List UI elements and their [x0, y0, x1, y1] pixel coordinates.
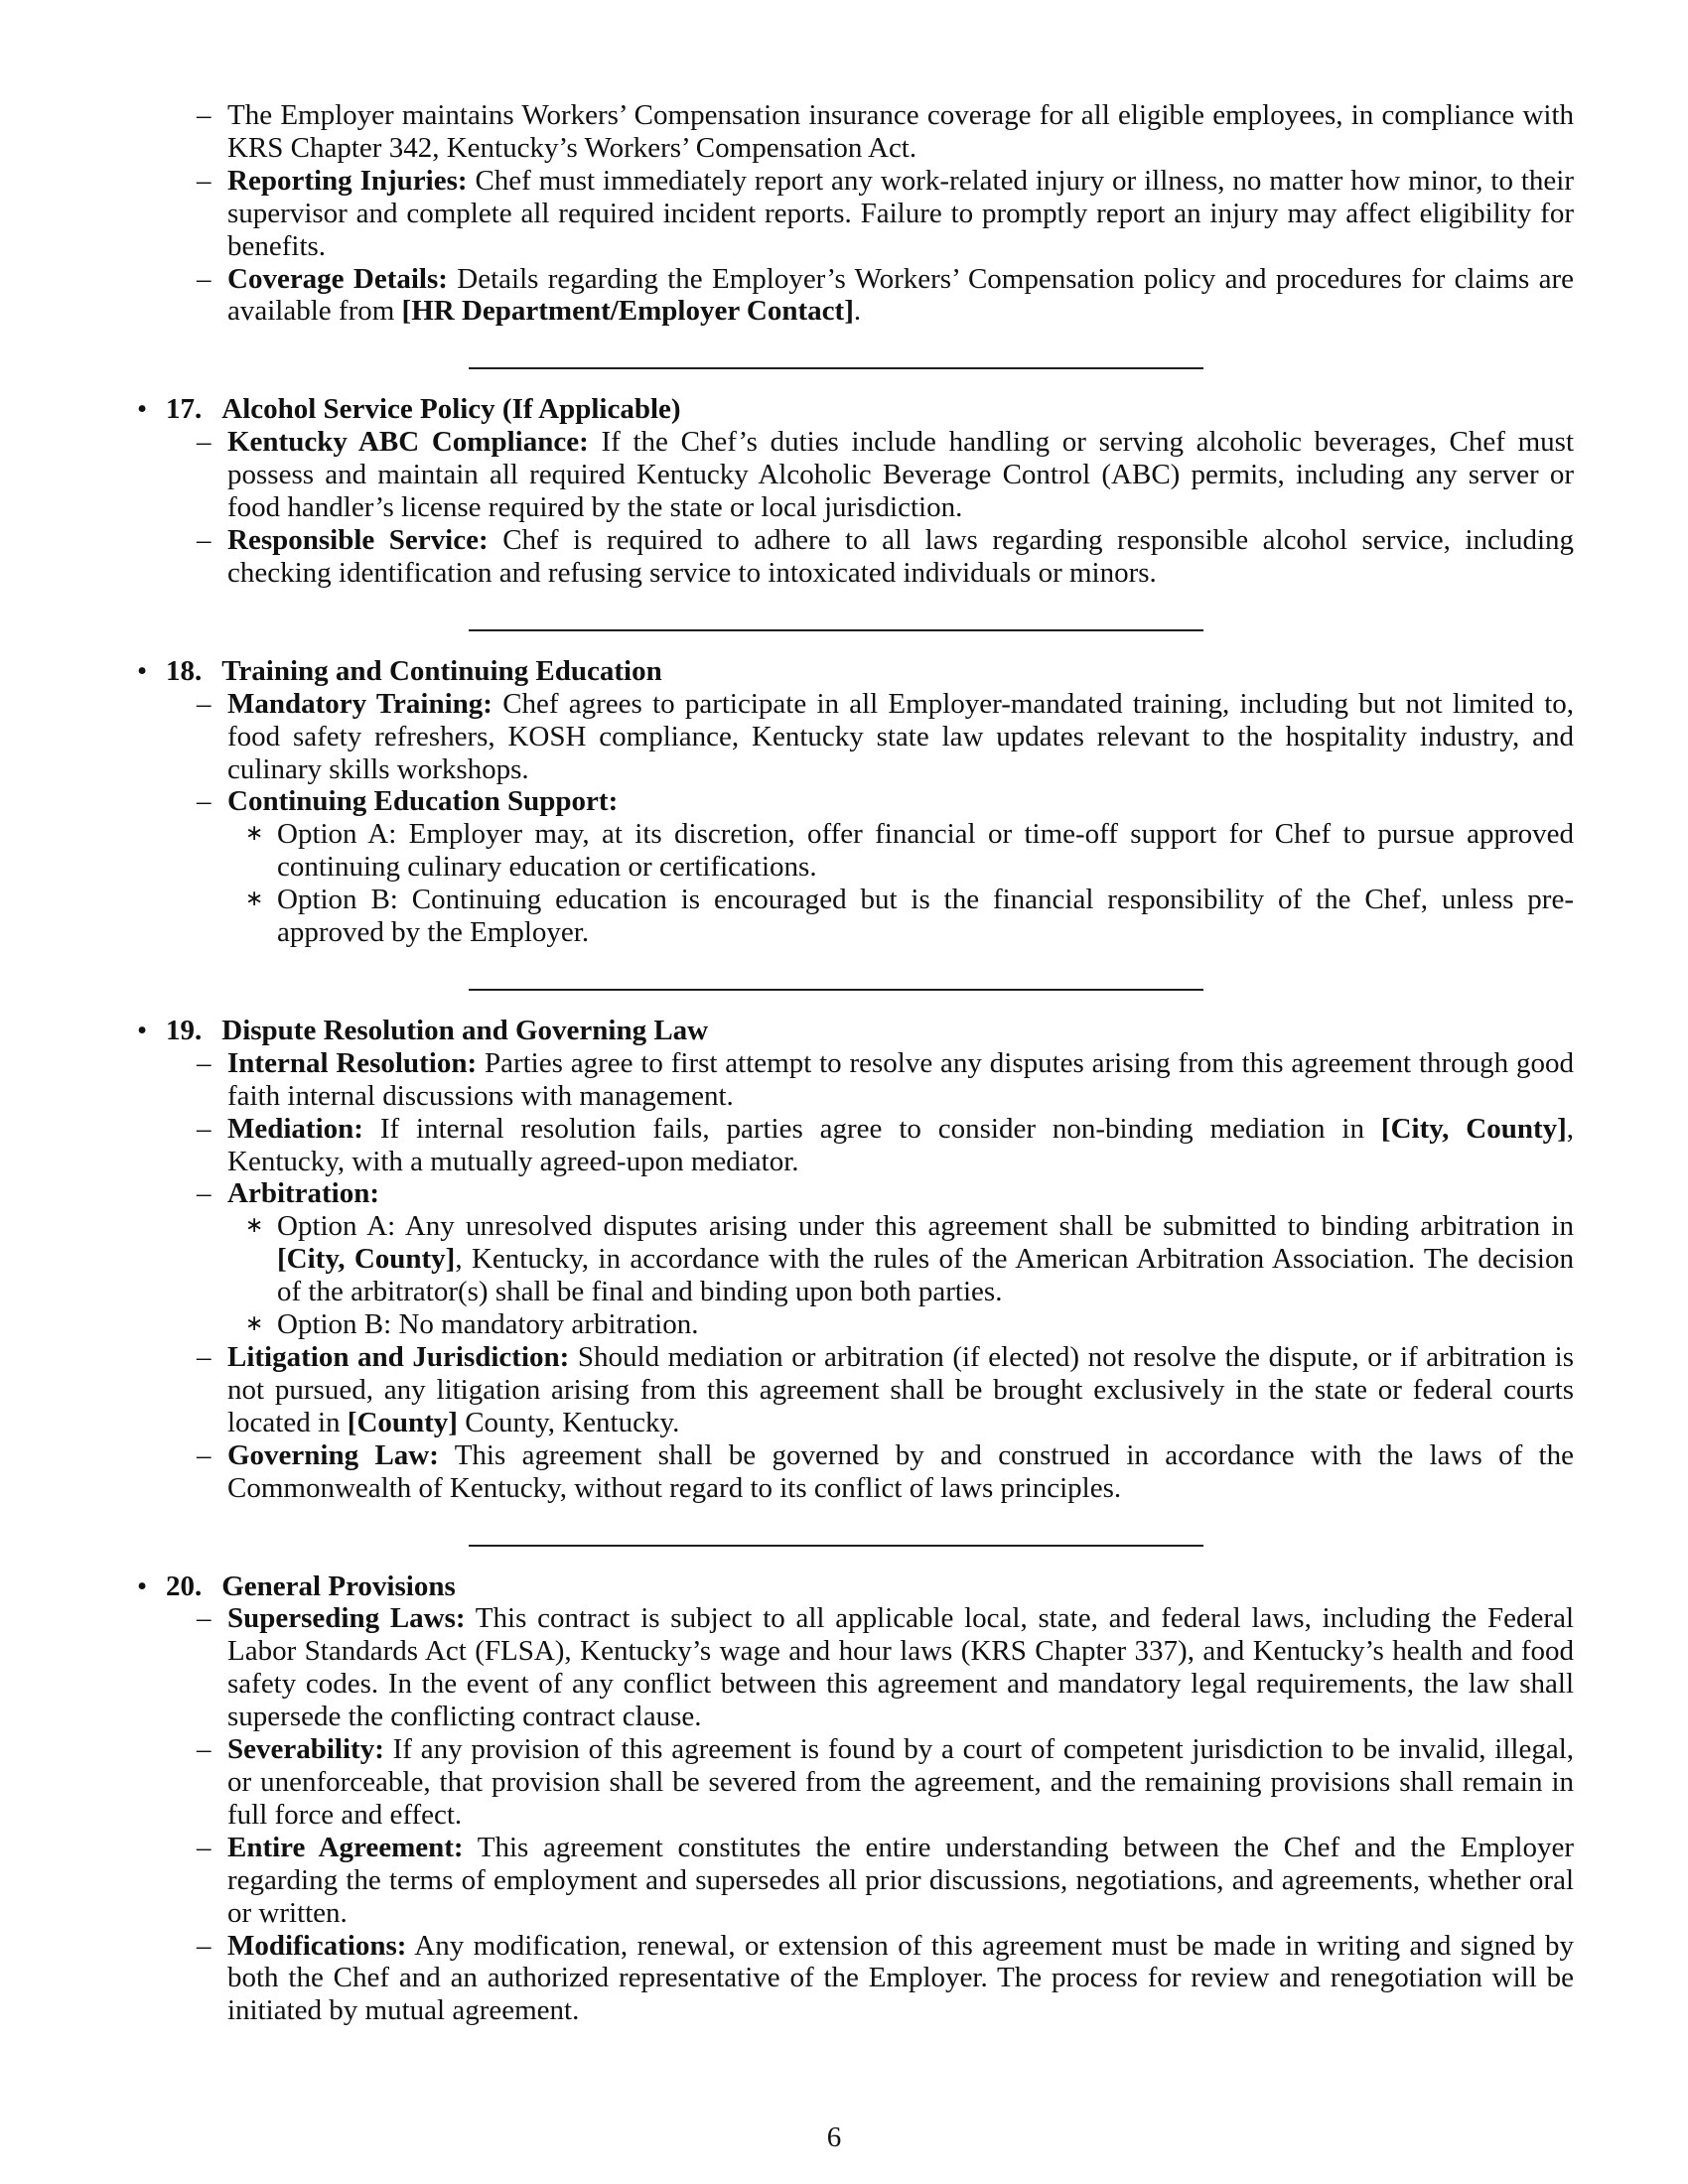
option-text: Option A: Any unresolved disputes arising under this agreement shall be submitted to binding arbitration in: [277, 1210, 1574, 1243]
item-label: Responsible Service:: [227, 523, 489, 556]
dash-marker: –: [197, 1831, 211, 1863]
document-page: [0, 99, 1688, 2027]
section-number: 17.: [166, 393, 203, 426]
option-item: [245, 818, 1574, 884]
bullet-marker: •: [137, 654, 148, 687]
list-item-workers-comp-coverage: [197, 99, 1574, 165]
list-item-internal-resolution: [197, 1046, 1574, 1113]
bullet-marker: •: [137, 1014, 148, 1046]
placeholder-field: [City, County]: [1380, 1112, 1567, 1145]
asterisk-marker: ∗: [245, 887, 264, 912]
section-number: 18.: [166, 654, 203, 687]
item-text: Chef agrees to participate in all Employer-mandated training, including but not limited to, food safety refreshers, KOSH compliance, Kentucky state law updates relevant to the hospitality industry, and culinary skills workshops.: [227, 687, 1575, 785]
dash-marker: –: [197, 1602, 211, 1635]
item-text: If internal resolution fails, parties agree to consider non-binding mediation in: [379, 1112, 1364, 1145]
item-label: Kentucky ABC Compliance:: [227, 426, 589, 459]
dash-marker: –: [197, 426, 211, 459]
option-item: [245, 1210, 1574, 1308]
dash-marker: –: [197, 99, 211, 131]
section-heading: [137, 1014, 1574, 1047]
item-text: Chef must immediately report any work-related injury or illness, no matter how minor, to their supervisor and complete all required incident reports. Failure to promptly report an injury may affect eligibility for benefits.: [227, 164, 1575, 262]
list-item-kentucky-abc-compliance: [197, 426, 1574, 524]
section-title: Dispute Resolution and Governing Law: [221, 1014, 709, 1046]
option-list: [227, 818, 1574, 949]
dash-marker: –: [197, 687, 211, 720]
option-item: [245, 1308, 1574, 1341]
item-label: Coverage Details:: [227, 262, 448, 295]
asterisk-marker: ∗: [245, 1311, 264, 1337]
option-text: Option B: No mandatory arbitration.: [277, 1308, 699, 1341]
item-label: Litigation and Jurisdiction:: [227, 1341, 570, 1373]
section-divider: [469, 1545, 1203, 1547]
section-title: Alcohol Service Policy (If Applicable): [221, 393, 681, 426]
option-list: [227, 1210, 1574, 1341]
bullet-marker: •: [137, 1570, 148, 1602]
item-text: Details regarding the Employer’s Workers’ Compensation policy and procedures for claims are available from: [227, 262, 1575, 328]
section-number: 20.: [166, 1570, 203, 1602]
dash-marker: –: [197, 523, 211, 556]
item-text: This agreement shall be governed by and construed in accordance with the laws of the Commonwealth of Kentucky, without regard to its conflict of laws principles.: [227, 1438, 1574, 1504]
item-text: Should mediation or arbitration (if elected) not resolve the dispute, or if arbitration is not pursued, any litigation arising from this agreement shall be brought exclusively in the state or federal courts located in: [227, 1341, 1575, 1438]
option-text: Option B: Continuing education is encouraged but is the financial responsibility of the Chef, unless pre-approved by the Employer.: [277, 884, 1574, 949]
dash-marker: –: [197, 1929, 211, 1962]
section-heading: [137, 1570, 1574, 1603]
dash-marker: –: [197, 164, 211, 197]
item-text: Any modification, renewal, or extension of this agreement must be made in writing and signed by both the Chef and an authorized representative of the Employer. The process for review and renegotiation will be initiated by mutual agreement.: [227, 1929, 1574, 2027]
placeholder-field: [County]: [347, 1406, 458, 1438]
item-text: This agreement constitutes the entire understanding between the Chef and the Employer regarding the terms of employment and supersedes all prior discussions, negotiations, and agreements, whether oral or written.: [227, 1831, 1574, 1929]
item-text: This contract is subject to all applicable local, state, and federal laws, including the Federal Labor Standards Act (FLSA), Kentucky’s wage and hour laws (KRS Chapter 337), and Kentucky’s health and food safety codes. In the event of any conflict between this agreement and mandatory legal requirements, the law shall supersede the conflicting contract clause.: [227, 1602, 1574, 1733]
item-label: Continuing Education Support:: [227, 785, 619, 818]
list-item-mandatory-training: [197, 687, 1575, 786]
item-text: The Employer maintains Workers’ Compensation insurance coverage for all eligible employees, in compliance with KRS Chapter 342, Kentucky’s Workers’ Compensation Act.: [227, 99, 1574, 164]
section-19: [0, 1015, 1688, 1505]
dash-marker: –: [197, 1733, 211, 1766]
item-label: Arbitration:: [227, 1177, 380, 1210]
asterisk-marker: ∗: [245, 821, 264, 847]
item-text: Chef is required to adhere to all laws regarding responsible alcohol service, including checking identification and refusing service to intoxicated individuals or minors.: [227, 523, 1575, 589]
section-items: [0, 688, 1688, 949]
section-title: General Provisions: [221, 1570, 456, 1602]
list-item-modifications: [197, 1929, 1574, 2028]
section-items: [0, 1602, 1688, 2027]
item-label: Entire Agreement:: [227, 1831, 464, 1863]
section-heading: [137, 393, 1574, 426]
list-item-arbitration: [197, 1177, 1574, 1341]
section-18: [0, 655, 1688, 949]
option-text-after: , Kentucky, in accordance with the rules of the American Arbitration Association. The decision of the arbitrator(s) shall be final and binding upon both parties.: [277, 1243, 1574, 1308]
item-label: Mandatory Training:: [227, 687, 492, 720]
item-text: Parties agree to first attempt to resolve any disputes arising from this agreement through good faith internal discussions with management.: [227, 1046, 1574, 1112]
list-item-superseding-laws: [197, 1602, 1574, 1733]
section-17: [0, 393, 1688, 589]
dash-marker: –: [197, 1341, 211, 1373]
placeholder-field: [City, County]: [277, 1243, 456, 1276]
placeholder-field: [HR Department/Employer Contact]: [401, 295, 854, 328]
section-title: Training and Continuing Education: [221, 654, 662, 687]
section-items: [0, 426, 1688, 590]
item-label: Internal Resolution:: [227, 1046, 478, 1079]
item-label: Governing Law:: [227, 1438, 439, 1471]
list-item-reporting-injuries: [197, 164, 1575, 263]
list-item-responsible-service: [197, 523, 1575, 590]
list-item-litigation-jurisdiction: [197, 1341, 1575, 1439]
list-item-continuing-education-support: [197, 785, 1574, 949]
dash-marker: –: [197, 1046, 211, 1079]
section-divider: [469, 989, 1203, 991]
asterisk-marker: ∗: [245, 1213, 264, 1239]
section-divider: [469, 367, 1203, 369]
item-text-after: .: [853, 295, 862, 328]
option-item: [245, 884, 1574, 949]
item-text-after: , Kentucky, with a mutually agreed-upon mediator.: [227, 1112, 1575, 1177]
section-number: 19.: [166, 1014, 203, 1046]
item-label: Severability:: [227, 1733, 384, 1766]
list-item-mediation: [197, 1112, 1575, 1178]
section-divider: [469, 629, 1203, 631]
item-label: Superseding Laws:: [227, 1602, 466, 1635]
item-text-after: County, Kentucky.: [465, 1406, 680, 1438]
dash-marker: –: [197, 1112, 211, 1145]
dash-marker: –: [197, 1177, 211, 1210]
dash-marker: –: [197, 785, 211, 818]
bullet-marker: •: [137, 393, 148, 426]
dash-marker: –: [197, 262, 211, 295]
list-item-entire-agreement: [197, 1831, 1574, 1930]
section-20: [0, 1570, 1688, 2028]
item-label: Reporting Injuries:: [227, 164, 468, 197]
section-heading: [137, 654, 1574, 688]
page-number: 6: [826, 2121, 842, 2153]
option-text: Option A: Employer may, at its discretion, offer financial or time-off support for Chef to pursue approved continuing culinary education or certifications.: [277, 818, 1574, 884]
list-item-governing-law: [197, 1438, 1574, 1505]
section-16-continued-list: [0, 99, 1688, 328]
item-text: If any provision of this agreement is found by a court of competent jurisdiction to be invalid, illegal, or unenforceable, that provision shall be severed from the agreement, and the remaining provisions shall remain in full force and effect.: [227, 1733, 1574, 1831]
list-item-severability: [197, 1733, 1574, 1832]
dash-marker: –: [197, 1438, 211, 1471]
section-items: [0, 1047, 1688, 1505]
item-text: If the Chef’s duties include handling or serving alcoholic beverages, Chef must possess and maintain all required Kentucky Alcoholic Beverage Control (ABC) permits, including any server or food handler’s license required by the state or local jurisdiction.: [227, 426, 1574, 524]
item-label: Modifications:: [227, 1929, 407, 1962]
item-label: Mediation:: [227, 1112, 363, 1145]
list-item-coverage-details: [197, 262, 1575, 329]
